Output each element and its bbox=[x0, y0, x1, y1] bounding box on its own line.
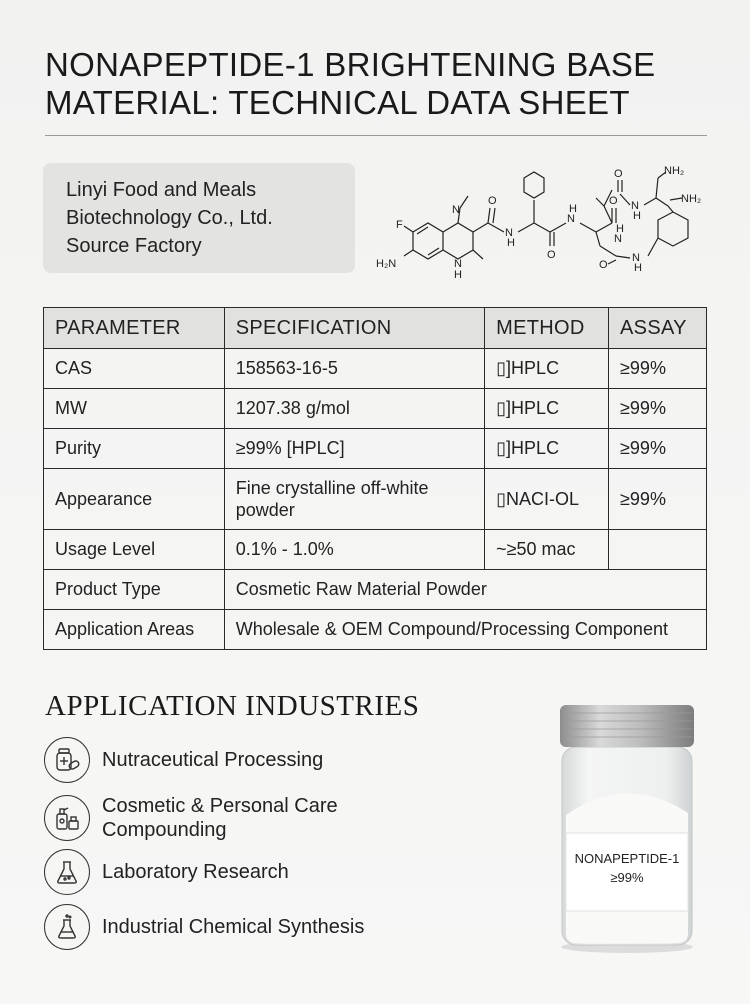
svg-text:N: N bbox=[454, 258, 462, 270]
svg-text:N: N bbox=[632, 252, 640, 264]
table-header-row bbox=[44, 308, 707, 349]
cell-parameter: CAS bbox=[44, 349, 225, 389]
beaker-icon bbox=[44, 904, 90, 950]
svg-text:O: O bbox=[599, 259, 608, 271]
supplement-bottle-icon bbox=[44, 737, 90, 783]
cell-assay: ≥99% bbox=[609, 349, 707, 389]
company-name-line-2: Biotechnology Co., Ltd. bbox=[66, 207, 273, 229]
cell-parameter: Usage Level bbox=[44, 530, 225, 570]
cell-parameter: MW bbox=[44, 389, 225, 429]
cell-parameter: Purity bbox=[44, 429, 225, 469]
svg-text:F: F bbox=[396, 219, 403, 231]
cell-specification: 1207.38 g/mol bbox=[224, 389, 484, 429]
svg-text:N: N bbox=[631, 200, 639, 212]
title-divider bbox=[45, 135, 707, 136]
svg-text:N: N bbox=[567, 213, 575, 225]
cosmetic-bottles-icon bbox=[44, 795, 90, 841]
svg-text:O: O bbox=[488, 195, 497, 207]
cell-parameter: Appearance bbox=[44, 469, 225, 530]
cell-specification: 158563-16-5 bbox=[224, 349, 484, 389]
title-line-2: MATERIAL: TECHNICAL DATA SHEET bbox=[45, 84, 630, 121]
table-row bbox=[44, 610, 707, 650]
app-label-line-2: Compounding bbox=[102, 819, 227, 841]
jar-label-name: NONAPEPTIDE-1 bbox=[574, 851, 680, 866]
cell-specification: ≥99% [HPLC] bbox=[224, 429, 484, 469]
svg-text:H: H bbox=[454, 269, 462, 281]
header-assay: ASSAY bbox=[609, 308, 707, 349]
cell-assay bbox=[609, 530, 707, 570]
company-name-line-1: Linyi Food and Meals bbox=[66, 179, 257, 201]
cell-parameter: Application Areas bbox=[44, 610, 225, 650]
app-label-line-1: Cosmetic & Personal Care bbox=[102, 795, 338, 817]
svg-text:O: O bbox=[614, 168, 623, 180]
table-row bbox=[44, 469, 707, 530]
header-method: METHOD bbox=[485, 308, 609, 349]
svg-text:NH₂: NH₂ bbox=[664, 165, 685, 177]
cell-method: ▯NACI-OL bbox=[485, 469, 609, 530]
list-item-cosmetic bbox=[44, 794, 338, 842]
table-row bbox=[44, 349, 707, 389]
svg-text:N: N bbox=[614, 233, 622, 245]
cell-method: ▯]HPLC bbox=[485, 389, 609, 429]
table-row bbox=[44, 429, 707, 469]
list-item-nutraceutical bbox=[44, 737, 323, 783]
svg-text:H: H bbox=[569, 203, 577, 215]
cell-assay: ≥99% bbox=[609, 469, 707, 530]
company-info-box bbox=[43, 163, 355, 273]
table-row bbox=[44, 530, 707, 570]
cell-assay: ≥99% bbox=[609, 429, 707, 469]
svg-text:O: O bbox=[609, 195, 618, 207]
jar-label-purity: ≥99% bbox=[610, 870, 644, 885]
svg-text:H: H bbox=[616, 223, 624, 235]
app-label: Nutraceutical Processing bbox=[102, 749, 324, 771]
cell-assay: ≥99% bbox=[609, 389, 707, 429]
technical-spec-table bbox=[43, 307, 707, 650]
product-jar-image bbox=[552, 695, 702, 955]
page-title bbox=[45, 46, 725, 122]
title-line-1: NONAPEPTIDE-1 BRIGHTENING BASE bbox=[45, 46, 656, 83]
svg-text:O: O bbox=[547, 249, 556, 261]
list-item-industrial bbox=[44, 904, 364, 950]
cell-specification-wide: Wholesale & OEM Compound/Processing Component bbox=[224, 610, 706, 650]
table-row bbox=[44, 570, 707, 610]
cell-parameter: Product Type bbox=[44, 570, 225, 610]
svg-text:H: H bbox=[634, 262, 642, 274]
cell-method: ▯]HPLC bbox=[485, 349, 609, 389]
app-label: Industrial Chemical Synthesis bbox=[102, 916, 365, 938]
cell-specification: Fine crystalline off-white powder bbox=[224, 469, 484, 530]
molecular-structure-diagram bbox=[368, 160, 708, 285]
header-parameter: PARAMETER bbox=[44, 308, 225, 349]
svg-text:H: H bbox=[633, 210, 641, 222]
table-row bbox=[44, 389, 707, 429]
svg-text:N: N bbox=[452, 204, 460, 216]
header-specification: SPECIFICATION bbox=[224, 308, 484, 349]
cell-method: ~≥50 mac bbox=[485, 530, 609, 570]
app-label bbox=[102, 794, 338, 842]
svg-text:NH₂: NH₂ bbox=[681, 193, 702, 205]
flask-icon bbox=[44, 849, 90, 895]
applications-heading: APPLICATION INDUSTRIES bbox=[45, 690, 420, 722]
app-label: Laboratory Research bbox=[102, 861, 289, 883]
cell-method: ▯]HPLC bbox=[485, 429, 609, 469]
svg-text:H: H bbox=[507, 237, 515, 249]
cell-specification: 0.1% - 1.0% bbox=[224, 530, 484, 570]
svg-text:H₂N: H₂N bbox=[376, 258, 397, 270]
cell-specification-wide: Cosmetic Raw Material Powder bbox=[224, 570, 706, 610]
list-item-laboratory bbox=[44, 849, 289, 895]
company-type: Source Factory bbox=[66, 235, 202, 257]
svg-text:N: N bbox=[505, 227, 513, 239]
